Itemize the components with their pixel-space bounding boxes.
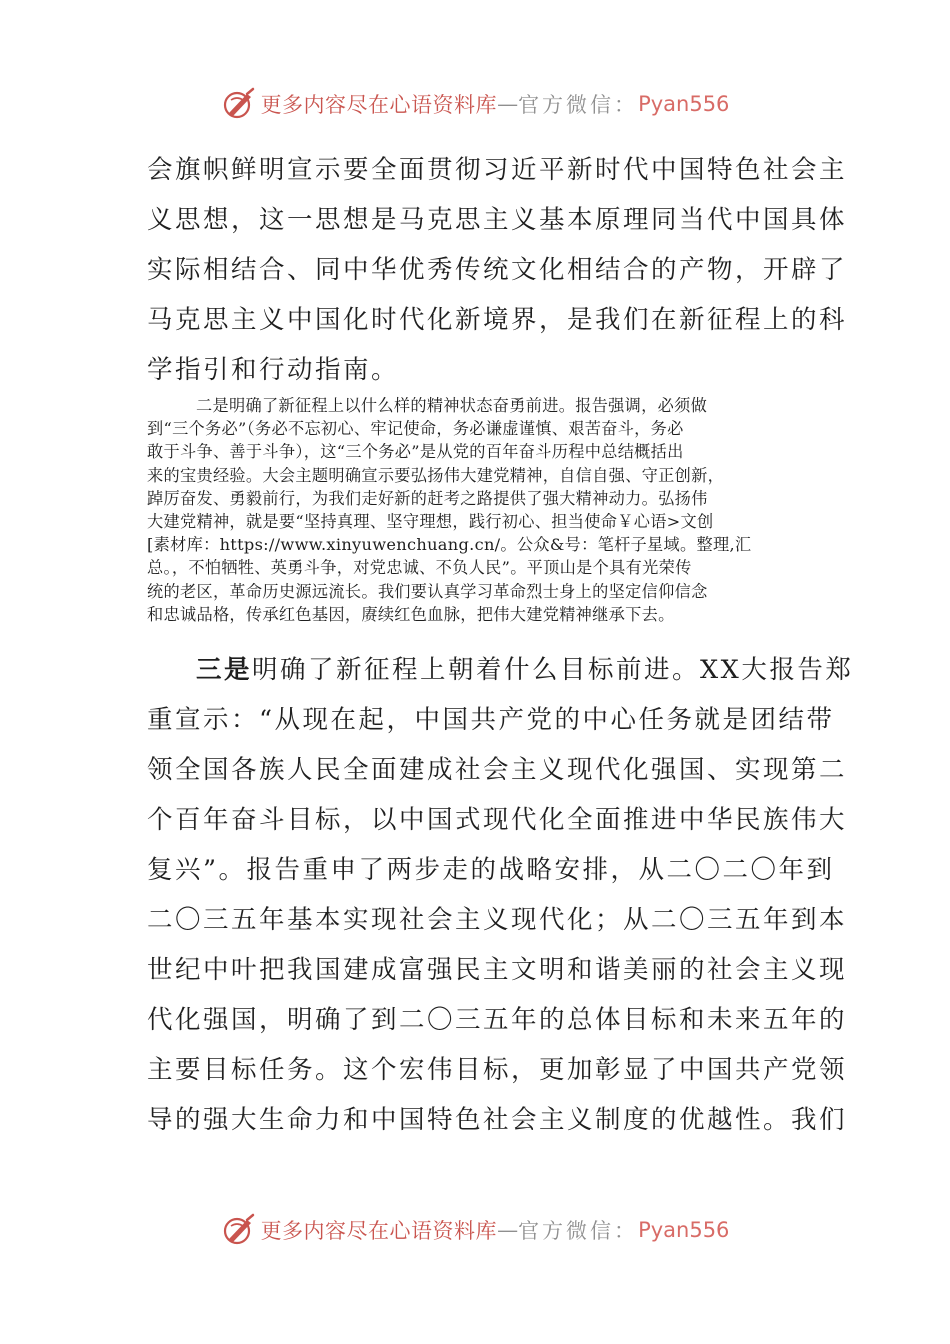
pen-logo-icon [221,86,257,122]
text-line: 和忠诚品格，传承红色基因，赓续红色血脉，把伟大建党精神继承下去。 [147,604,675,624]
lead-bold: 三是 [196,655,253,685]
text-line: 统的老区，革命历史源远流长。我们要认真学习革命烈士身上的坚定信仰信念 [147,581,708,601]
footer-banner [0,1210,950,1250]
text-line: 主要目标任务。这个宏伟目标，更加彰显了中国共产党领 [147,1055,848,1085]
text-line: 导的强大生命力和中国特色社会主义制度的优越性。我们 [147,1105,848,1135]
paragraph-3 [147,645,854,1145]
text-line: 二是明确了新征程上以什么样的精神状态奋勇前进。报告强调，必须做 [196,396,708,415]
text-line: 二〇三五年基本实现社会主义现代化；从二〇三五年到本 [147,905,848,935]
text-line: [素材库：https://www.xinyuwenchuang.cn/。公众&号：笔杆子星域。整理,汇 [147,535,752,555]
banner-wechat-id: Pyan556 [638,92,730,116]
text-line: 敢于斗争、善于斗争），这“三个务必”是从党的百年奋斗历程中总结概括出 [147,442,684,462]
text-line: 来的宝贵经验。大会主题明确宣示要弘扬伟大建党精神，自信自强、守正创新， [147,465,725,485]
banner-separator: — [497,92,519,116]
text-line: 会旗帜鲜明宣示要全面贯彻习近平新时代中国特色社会主 [147,155,848,185]
text-line [147,645,854,695]
text-line: 学指引和行动指南。 [147,355,400,385]
banner-wechat-id: Pyan556 [638,1218,730,1242]
banner-wechat-label: 官方微信： [518,93,639,117]
text-line: 到“三个务必”（务必不忘初心、牢记使命，务必谦虚谨慎、艰苦奋斗，务必 [147,419,684,439]
pen-logo-icon [221,1212,257,1248]
banner-wechat-label: 官方微信： [518,1219,639,1243]
text-line: 世纪中叶把我国建成富强民主文明和谐美丽的社会主义现 [147,955,848,985]
text-line: 实际相结合、同中华优秀传统文化相结合的产物，开辟了 [147,255,848,285]
text-line: 义思想，这一思想是马克思主义基本原理同当代中国具体 [147,205,848,235]
text-line: 马克思主义中国化时代化新境界，是我们在新征程上的科 [147,305,848,335]
text-line: 总。，不怕牺牲、英勇斗争，对党忠诚、不负人民”。平顶山是个具有光荣传 [147,558,692,578]
text-line: 个百年奋斗目标，以中国式现代化全面推进中华民族伟大 [147,805,848,835]
text-line: 复兴”。报告重申了两步走的战略安排，从二〇二〇年到 [147,855,835,885]
text-line: 领全国各族人民全面建成社会主义现代化强国、实现第二 [147,755,848,785]
text-line: 大建党精神，就是要“坚持真理、坚守理想，践行初心、担当使命￥心语>文创 [147,512,714,532]
paragraph-1 [147,145,848,395]
banner-separator: — [497,1218,519,1242]
text-line: 代化强国，明确了到二〇三五年的总体目标和未来五年的 [147,1005,848,1035]
banner-text: 更多内容尽在心语资料库 [260,1219,498,1243]
banner-text: 更多内容尽在心语资料库 [260,93,498,117]
header-banner [0,84,950,124]
first-line-rest: 明确了新征程上朝着什么目标前进。XX大报告郑 [252,655,854,685]
text-line: 踔厉奋发、勇毅前行，为我们走好新的赶考之路提供了强大精神动力。弘扬伟 [147,488,708,508]
paragraph-2 [147,394,807,626]
text-line: 重宣示：“从现在起，中国共产党的中心任务就是团结带 [147,705,835,735]
